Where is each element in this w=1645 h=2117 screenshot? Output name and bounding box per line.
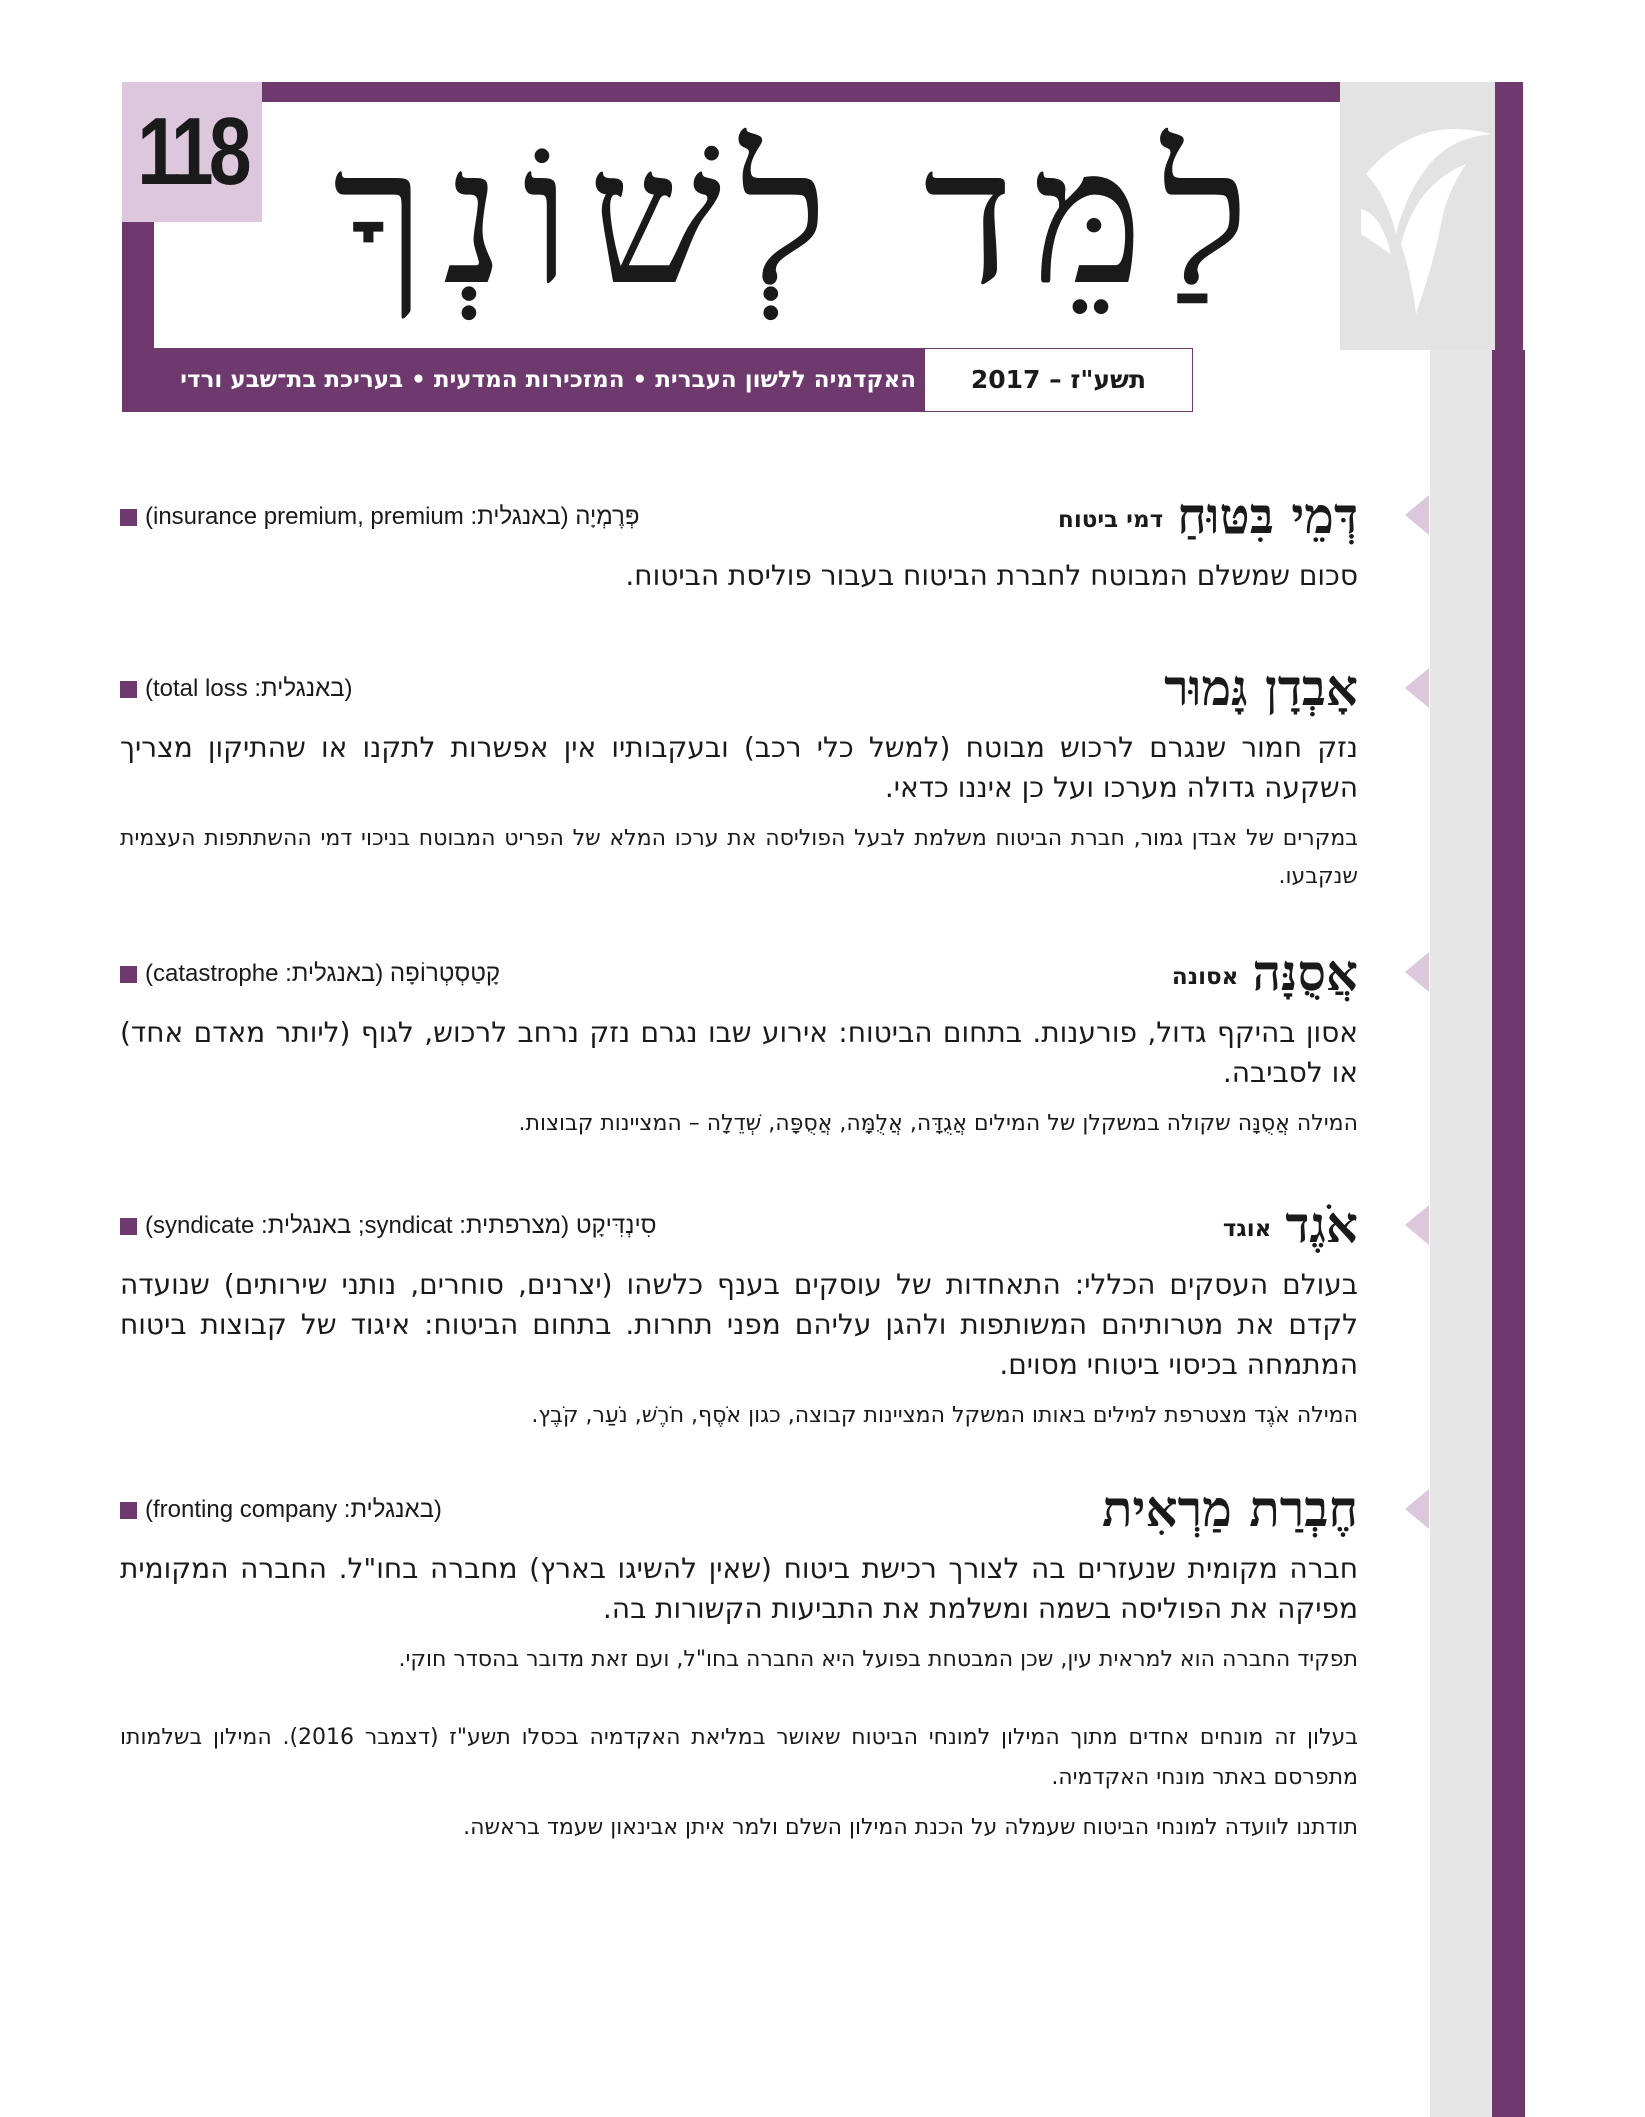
issue-number: 118 bbox=[137, 98, 247, 205]
right-margin-gray-band bbox=[1430, 350, 1492, 2117]
square-bullet-icon bbox=[120, 1502, 137, 1519]
entry-term: אָבְדָן גָּמוּר bbox=[1164, 658, 1358, 717]
entry-plain-spelling: אוגד bbox=[1222, 1216, 1272, 1242]
entry-note: במקרים של אבדן גמור, חברת הביטוח משלמת לבעל הפוליסה את ערכו המלא של הפריט המבוטח בניכוי דמי ההשתתפות העצמית שנקבעו. bbox=[120, 826, 1358, 889]
square-bullet-icon bbox=[120, 1218, 137, 1235]
glossary-entry bbox=[120, 484, 1358, 596]
logo-stripe bbox=[1495, 82, 1523, 350]
entry-headline bbox=[120, 484, 1358, 548]
entry-term: חֶבְרַת מַרְאִית bbox=[1101, 1479, 1358, 1538]
masthead-title: לַמֵּד לְשׁוֹנְךָ bbox=[332, 108, 1268, 327]
square-bullet-icon bbox=[120, 509, 137, 526]
entry-definition: אסון בהיקף גדול, פורענות. בתחום הביטוח: אירוע שבו נגרם נזק נרחב לרכוש, לגוף (ליותר מאדם אחד) או לסביבה. bbox=[120, 1016, 1358, 1089]
entry-meta-text: פְּרֶמְיָה (באנגלית: insurance premium, premium) bbox=[145, 503, 640, 530]
entry-note: המילה אֹגֶד מצטרפת למילים באותו המשקל המציינות קבוצה, כגון אֹסֶף, חֹרֶשׁ, נֹעַר, קֹבֶץ. bbox=[531, 1403, 1358, 1428]
entry-meta bbox=[120, 957, 500, 991]
glossary-entry bbox=[120, 941, 1358, 1143]
entry-definition: בעולם העסקים הכללי: התאחדות של עוסקים בענף כלשהו (יצרנים, סוחרים, נותני שירותים) שנועדה לקדם את מטרותיהם המשותפות ולהגן עליהם מפני תחרות. בתחום הביטוח: איגוד של קבוצות ביטוח המתמחה בכיסוי ביטוחי מסוים. bbox=[120, 1268, 1358, 1381]
entry-headline bbox=[120, 941, 1358, 1005]
entry-definition: חברה מקומית שנעזרים בה לצורך רכישת ביטוח (שאין להשיגו בארץ) מחברה בחו"ל. החברה המקומית מפיקה את הפוליסה בשמה ומשלמת את התביעות הקשורות בה. bbox=[120, 1552, 1358, 1625]
entry-definition: נזק חמור שנגרם לרכוש מבוטח (למשל כלי רכב) ובעקבותיו אין אפשרות לתקנו או שהתיקון מצריך השקעה גדולה מערכו ועל כן איננו כדאי. bbox=[120, 731, 1358, 804]
glossary-entry bbox=[120, 1193, 1358, 1435]
publisher-line: האקדמיה ללשון העברית • המזכירות המדעית • בעריכת בת־שבע ורדי bbox=[180, 367, 916, 393]
footer-notes bbox=[120, 1718, 1358, 1848]
header-top-line bbox=[262, 82, 1340, 102]
footer-paragraph: בעלון זה מונחים אחדים מתוך המילון למונחי הביטוח שאושר במליאת האקדמיה בכסלו תשע"ז (דצמבר 2016). המילון בשלמותו מתפרסם באתר מונחי האקדמיה. bbox=[120, 1725, 1358, 1790]
entry-note: תפקיד החברה הוא למראית עין, שכן המבטחת בפועל היא החברה בחו"ל, ועם זאת מדובר בהסדר חוקי. bbox=[398, 1647, 1358, 1672]
entry-meta-text: סִינְדִּיקָט (מצרפתית: syndicat; באנגלית: syndicate) bbox=[145, 1212, 657, 1239]
entry-marker bbox=[1405, 952, 1429, 992]
entry-marker bbox=[1405, 495, 1429, 535]
entry-plain-spelling: אסונה bbox=[1171, 964, 1239, 990]
entry-meta-text: (באנגלית: fronting company) bbox=[145, 1496, 442, 1523]
entry-term: אֹגֶד bbox=[1285, 1195, 1358, 1254]
entry-definition: סכום שמשלם המבוטח לחברת הביטוח בעבור פוליסת הביטוח. bbox=[625, 559, 1358, 592]
entry-note: המילה אֲסֻנָּה שקולה במשקלן של המילים אֲגֻדָּה, אֲלֻמָּה, אֲסֻפָּה, שְׁדֵלָה – המציינות קבוצות. bbox=[518, 1111, 1358, 1136]
entry-meta bbox=[120, 1209, 657, 1243]
entry-marker bbox=[1405, 668, 1429, 708]
entry-marker bbox=[1405, 1489, 1429, 1529]
entry-headline bbox=[120, 1193, 1358, 1257]
entry-plain-spelling: דמי ביטוח bbox=[1058, 507, 1164, 533]
entry-meta bbox=[120, 1493, 442, 1527]
square-bullet-icon bbox=[120, 966, 137, 983]
issue-number-box bbox=[122, 82, 262, 222]
entry-headline bbox=[120, 1477, 1358, 1541]
entry-headline bbox=[120, 656, 1358, 720]
glossary-entry bbox=[120, 1477, 1358, 1679]
academy-logo bbox=[1340, 82, 1523, 350]
glossary-entry bbox=[120, 656, 1358, 896]
entry-term: אֲסֻנָּה bbox=[1252, 943, 1358, 1002]
entry-meta-text: קָטַסְטְרוֹפָה (באנגלית: catastrophe) bbox=[145, 960, 501, 987]
year-label: תשע"ז – 2017 bbox=[924, 348, 1193, 412]
right-margin-purple-bar bbox=[1492, 350, 1525, 2117]
entry-meta bbox=[120, 672, 353, 706]
square-bullet-icon bbox=[120, 681, 137, 698]
entry-meta-text: (באנגלית: total loss) bbox=[145, 675, 353, 702]
entry-marker bbox=[1405, 1205, 1429, 1245]
entry-meta bbox=[120, 500, 639, 534]
footer-paragraph: תודתנו לוועדה למונחי הביטוח שעמלה על הכנת המילון השלם ולמר איתן אבינאון שעמד בראשה. bbox=[463, 1815, 1358, 1840]
entry-term: דְּמֵי בִּטּוּחַ bbox=[1177, 486, 1358, 545]
academy-logo-icon bbox=[1356, 114, 1496, 324]
